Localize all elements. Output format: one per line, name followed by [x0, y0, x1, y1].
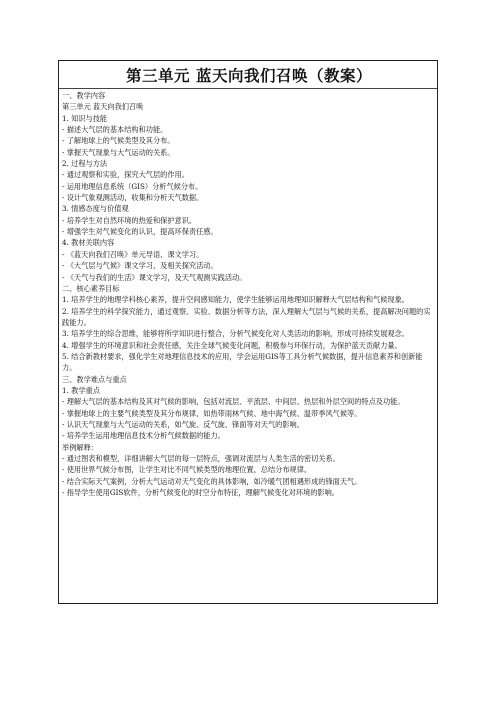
- list-item: - 培养学生运用地理信息技术分析气候数据的能力。: [62, 431, 225, 441]
- section-heading-focus: 三、教学难点与重点: [62, 374, 127, 384]
- subheading-attitude: 3. 情感态度与价值观: [62, 204, 129, 214]
- list-item: - 设计气象观测活动，收集和分析天气数据。: [62, 193, 204, 203]
- list-item: - 通过观察和实验，探究大气层的作用。: [62, 170, 189, 180]
- list-item: - 《天气与我们的生活》课文学习，及天气观测实践活动。: [62, 272, 247, 282]
- page-title: 第三单元 蓝天向我们召唤（教案）: [126, 67, 372, 85]
- subheading-focus: 1. 教学重点: [62, 385, 100, 395]
- paragraph: 1. 培养学生的地理学科核心素养，提升空间感知能力，使学生能够运用地理知识解释大气层结构和气候现象。: [62, 295, 409, 305]
- paragraph: 2. 培养学生的科学探究能力，通过观察、实验、数据分析等方法，深入理解大气层与气候的关系，提高解决问题的实践能力。: [62, 306, 431, 327]
- subheading-knowledge: 1. 知识与技能: [62, 113, 108, 123]
- list-item: - 结合实际天气案例，分析大气运动对天气变化的具体影响，如冷暖气团相遇形成的锋面天气。: [62, 476, 362, 486]
- subheading-process: 2. 过程与方法: [62, 159, 108, 169]
- list-item: - 运用地理信息系统（GIS）分析气候分布。: [62, 181, 203, 191]
- document-body: [62, 90, 434, 498]
- list-item: - 描述大气层的基本结构和功能。: [62, 125, 168, 135]
- list-item: - 增强学生对气候变化的认识，提高环保责任感。: [62, 227, 218, 237]
- list-item: - 《蓝天向我们召唤》单元导语、课文学习。: [62, 249, 204, 259]
- section-heading-content: 一、教学内容: [62, 91, 106, 100]
- subheading-textbook: 4. 教材关联内容: [62, 238, 115, 248]
- list-item: - 通过图表和模型，详细讲解大气层的每一层特点，强调对流层与人类生活的密切关系。: [62, 454, 340, 463]
- list-item: - 掌握地球上的主要气候类型及其分布规律，如热带雨林气候、地中海气候、温带季风气候等。: [62, 408, 362, 418]
- list-item: - 指导学生使用GIS软件，分析气候变化的时空分布特征，理解气候变化对环境的影响。: [62, 488, 339, 498]
- list-item: - 了解地球上的气候类型及其分布。: [62, 136, 175, 146]
- paragraph: 3. 培养学生的综合思维，能够将所学知识进行整合，分析气候变化对人类活动的影响，形成可持续发展观念。: [62, 329, 409, 339]
- list-item: - 《大气层与气候》课文学习，及相关探究活动。: [62, 261, 218, 271]
- subheading-examples: 举例解释：: [62, 442, 98, 452]
- paragraph: 5. 结合新教材要求，强化学生对地理信息技术的应用，学会运用GIS等工具分析气候数据，提升信息素养和创新能力。: [62, 351, 423, 373]
- list-item: - 培养学生对自然环境的热爱和保护意识。: [62, 215, 197, 225]
- title-divider: [59, 88, 437, 89]
- section-heading-literacy: 二、核心素养目标: [62, 283, 120, 293]
- list-item: - 使用世界气候分布图，让学生对比不同气候类型的地理位置，总结分布规律。: [62, 465, 312, 475]
- list-item: - 认识天气现象与大气运动的关系，如气旋、反气旋、锋面等对天气的影响。: [62, 419, 304, 429]
- list-item: - 理解大气层的基本结构及其对气候的影响，包括对流层、平流层、中间层、热层和外层空间的特点及功能。: [62, 397, 405, 407]
- unit-name: 第三单元 蓝天向我们召唤: [62, 102, 144, 112]
- paragraph: 4. 增强学生的环境意识和社会责任感，关注全球气候变化问题，积极参与环保行动，为保护蓝天贡献力量。: [62, 340, 402, 350]
- list-item: - 掌握天气现象与大气运动的关系。: [62, 147, 175, 157]
- document-page: [58, 60, 438, 604]
